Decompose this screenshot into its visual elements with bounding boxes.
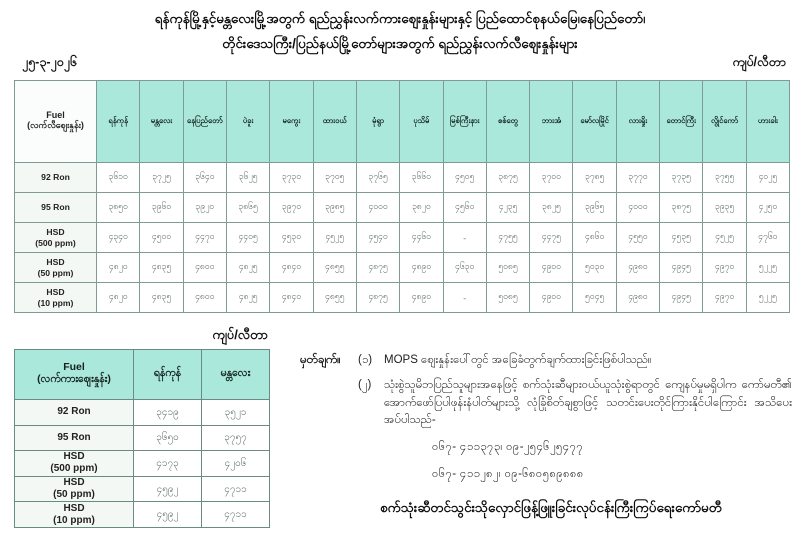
price-cell: ၃၇၆၅ [356,163,399,193]
price-table-row [15,283,790,313]
price-table-row [15,253,790,283]
price-cell: ၅၀၈၅ [486,283,529,313]
unit-label-wholesale: ကျပ်/လီတာ [212,327,268,342]
city-column-header: စစ်တွေ [486,81,529,163]
price-cell: ၃၆၂၅ [226,163,269,193]
price-cell: ၄၄၆၀ [400,223,443,253]
price-cell: ၄၉၇၀ [703,253,746,283]
price-cell: ၃၄၁၉ [134,400,202,426]
price-cell: ၃၇၅၇ [202,425,270,451]
note-2-text: သုံးစွဲသူမိဘပြည်သူများအနေဖြင့် စက်သုံးဆီများဝယ်ယူသုံးစွဲရာတွင် ကျေနပ်မှုမရှိပါက ကော်မတီ၏ အောက်ဖော်ပြပါဖုန်းနံပါတ်များသို့ လုံခြုံစိတ်ချစွာဖြင့် သတင်းပေးတိုင်ကြားနိုင်ပါကြောင်း အသိပေးအပ်ပါသည်- [384,378,792,427]
price-cell: ၃၈၇၅ [660,193,703,223]
price-cell: ၄၇၅၅ [486,223,529,253]
price-table-row [15,400,270,426]
city-column-header: မုံရွာ [356,81,399,163]
city-column-header: ဘားအံ [530,81,573,163]
price-cell: ၃၉၂၀ [183,193,226,223]
note-1-text: MOPS ဈေးနှုန်းပေါ်တွင် အခြေခံတွက်ချက်ထားခြင်းဖြစ်ပါသည်။ [384,354,652,366]
date-label: ၂၅-၃-၂၀၂၆ [22,55,77,69]
price-cell: ၄၈၅၅ [313,283,356,313]
price-cell: ၄၉၀၀ [530,283,573,313]
price-table-row [15,502,270,528]
city-column-header: နေပြည်တော် [183,81,226,163]
price-cell: ၄၇၆၀ [746,223,789,253]
price-cell: ၃၆၆၀ [400,163,443,193]
price-cell: ၄၉၈၀ [616,283,659,313]
note-item-1 [300,352,792,370]
price-cell: ၄၅၂၅ [703,223,746,253]
price-cell: ၅၀၄၅ [573,283,616,313]
price-cell: ၄၃၄၀ [97,223,140,253]
price-cell: ၄၅၅၀ [616,223,659,253]
price-cell: ၄၈၂၀ [97,283,140,313]
price-table-row [15,193,790,223]
price-cell: ၃၈၂၅ [530,193,573,223]
price-cell: ၃၇၇၀ [616,163,659,193]
price-cell: ၃၈၇၅ [486,163,529,193]
price-cell: ၃၈၆၅ [226,193,269,223]
price-cell: ၄၂၃၅ [486,193,529,223]
price-cell: ၃၈၂၀ [400,193,443,223]
price-cell: ၄၈၂၀ [97,253,140,283]
price-cell: ၄၅၃၀ [270,223,313,253]
price-cell: ၄၄၀၅ [226,223,269,253]
city-column-header: ပဲခူး [226,81,269,163]
fuel-row-label: HSD (500 ppm) [15,223,97,253]
city-column-header: ထားဝယ် [313,81,356,163]
price-cell: ၄၈၄၀ [270,283,313,313]
price-cell: ၄၂၀၆ [202,451,270,477]
fuel-row-label: HSD (50 ppm) [15,253,97,283]
notes-label: မှတ်ချက်။ [300,354,341,366]
price-cell: ၄၈၇၅ [356,253,399,283]
fuel-row-label: 92 Ron [15,400,134,426]
price-table-row [15,223,790,253]
price-cell: ၄၉၄၅ [660,253,703,283]
price-cell: ၃၇၃၅ [660,163,703,193]
price-cell: ၃၇၂၅ [140,163,183,193]
price-cell: ၄၅၉၂ [134,476,202,502]
price-cell: ၄၈၄၀ [270,253,313,283]
price-cell: ၄၅၀၀ [140,223,183,253]
price-cell: ၄၅၄၀ [356,223,399,253]
note-2-spacer [300,377,358,430]
fuel-row-label: 95 Ron [15,193,97,223]
price-cell: ၄၉၈၀ [616,253,659,283]
price-cell: ၄၉၀၀ [530,253,573,283]
price-cell: ၄၀၀၀ [356,193,399,223]
price-cell: ၅၂၂၅ [746,283,789,313]
price-cell: ၃၇၃၀ [270,163,313,193]
title-line-2: တိုင်းဒေသကြီး/ပြည်နယ်မြို့တော်များအတွက် ရည်ညွှန်းလက်လီဈေးနှုန်းများ [222,36,578,51]
price-cell: ၄၈၅၅ [313,253,356,283]
fuel-column-header: Fuel (လက်ကားဈေးနှုန်း) [15,350,134,400]
price-cell: ၄၈၇၅ [356,283,399,313]
price-cell: ၃၇၅၅ [703,163,746,193]
price-cell: ၄၀၀၀ [616,193,659,223]
price-cell: ၄၈၉၀ [400,253,443,283]
city-column-header: မော်လမြိုင် [573,81,616,163]
price-cell: ၃၇၀၀ [530,163,573,193]
price-cell: ၄၁၇၃ [134,451,202,477]
price-cell: ၃၆၄၀ [183,163,226,193]
price-cell: ၃၆၁၀ [97,163,140,193]
city-column-header: မန္တလေး [140,81,183,163]
price-cell: ၄၈၆၀ [573,223,616,253]
price-cell: ၃၉၃၅ [703,193,746,223]
price-cell: ၃၉၆၀ [140,193,183,223]
price-cell: ၄၈၀၀ [183,253,226,283]
retail-price-table [14,80,790,313]
fuel-row-label: HSD (10 ppm) [15,283,97,313]
city-column-header: မကွေး [270,81,313,163]
price-cell: ၅၂၂၅ [746,253,789,283]
note-item-2 [300,377,792,430]
price-cell: ၅၀၈၅ [486,253,529,283]
price-cell: ၄၈၃၅ [140,283,183,313]
fuel-column-header: Fuel (လက်လီဈေးနှုန်း) [15,81,97,163]
price-cell: ၄၈၉၀ [400,283,443,313]
price-cell: ၄၉၄၅ [660,283,703,313]
fuel-row-label: HSD (10 ppm) [15,502,134,528]
price-cell: ၄၅၃၅ [660,223,703,253]
city-column-header: လွိုင်ကော် [703,81,746,163]
city-column-header: ပုသိမ် [400,81,443,163]
committee-name: စက်သုံးဆီတင်သွင်းသိုလှောင်ဖြန့်ဖြူးခြင်းလုပ်ငန်းကြီးကြပ်ရေးကော်မတီ [380,500,722,515]
phone-line-1: ၀၆၇- ၄၁၁၃၇၃၊ ၀၉-၂၅၄၆၂၅၄၇၇ [432,441,584,454]
price-table-row [15,425,270,451]
price-cell: ၄၈၀၀ [183,283,226,313]
city-column-header: တောင်ကြီး [660,81,703,163]
price-cell: ၄၅၉၂ [134,502,202,528]
price-table-row [15,163,790,193]
price-cell: ၃၇၈၅ [573,163,616,193]
notes-section [300,352,792,484]
city-column-header: ရန်ကုန် [97,81,140,163]
price-cell: ၃၅၂၁ [202,400,270,426]
price-cell: ၃၆၅၀ [134,425,202,451]
price-cell: ၄၅၆၀ [443,193,486,223]
phone-line-2: ၀၆၇- ၄၁၁၂၈၂၊ ၀၉-၆၈၀၅၈၉၈၈၈ [432,468,584,481]
city-column-header: ဟားခါး [746,81,789,163]
fuel-row-label: 95 Ron [15,425,134,451]
price-cell: ၄၅၂၅ [313,223,356,253]
price-cell: ၃၈၅၀ [97,193,140,223]
price-cell: ၃၉၆၅ [573,193,616,223]
price-cell: ၄၂၅၀ [746,193,789,223]
price-cell: ၄၅၀၅ [443,163,486,193]
title-line-1: ရန်ကုန်မြို့နှင့်မန္တလေးမြို့အတွက် ရည်ညွှန်းလက်ကားဈေးနှုန်းများနှင့် ပြည်ထောင်စုနယ်မြေ၊နေပြည်တော်၊ [154,11,646,26]
wholesale-price-table [14,349,270,528]
document-title [0,6,800,56]
price-cell: ၄၀၂၅ [746,163,789,193]
fuel-row-label: 92 Ron [15,163,97,193]
note-1-number: (၁) [358,354,373,366]
price-cell: ၃၇၀၅ [313,163,356,193]
price-cell: ၄၇၁၁ [202,502,270,528]
price-cell: ၄၉၇၀ [703,283,746,313]
price-cell: - [443,223,486,253]
price-cell: ၃၉၈၅ [313,193,356,223]
note-2-number: (၂) [358,378,372,391]
price-table-row [15,476,270,502]
price-cell: ၅၀၃၀ [573,253,616,283]
unit-label-top: ကျပ်/လီတာ [732,55,786,69]
price-cell: ၄၈၃၅ [140,253,183,283]
fuel-row-label: HSD (500 ppm) [15,451,134,477]
price-table-row [15,451,270,477]
price-cell: ၄၄၇၅ [530,223,573,253]
price-cell: ၄၄၇၀ [183,223,226,253]
city-column-header: လားရှိုး [616,81,659,163]
price-cell: ၄၈၂၅ [226,283,269,313]
price-cell: ၄၇၁၁ [202,476,270,502]
price-cell: - [443,283,486,313]
city-column-header: မြစ်ကြီးနား [443,81,486,163]
city-column-header: မန္တလေး [202,350,270,400]
price-cell: ၃၉၇၀ [270,193,313,223]
fuel-row-label: HSD (50 ppm) [15,476,134,502]
city-column-header: ရန်ကုန် [134,350,202,400]
price-cell: ၄၈၂၅ [226,253,269,283]
price-cell: ၄၆၃၀ [443,253,486,283]
